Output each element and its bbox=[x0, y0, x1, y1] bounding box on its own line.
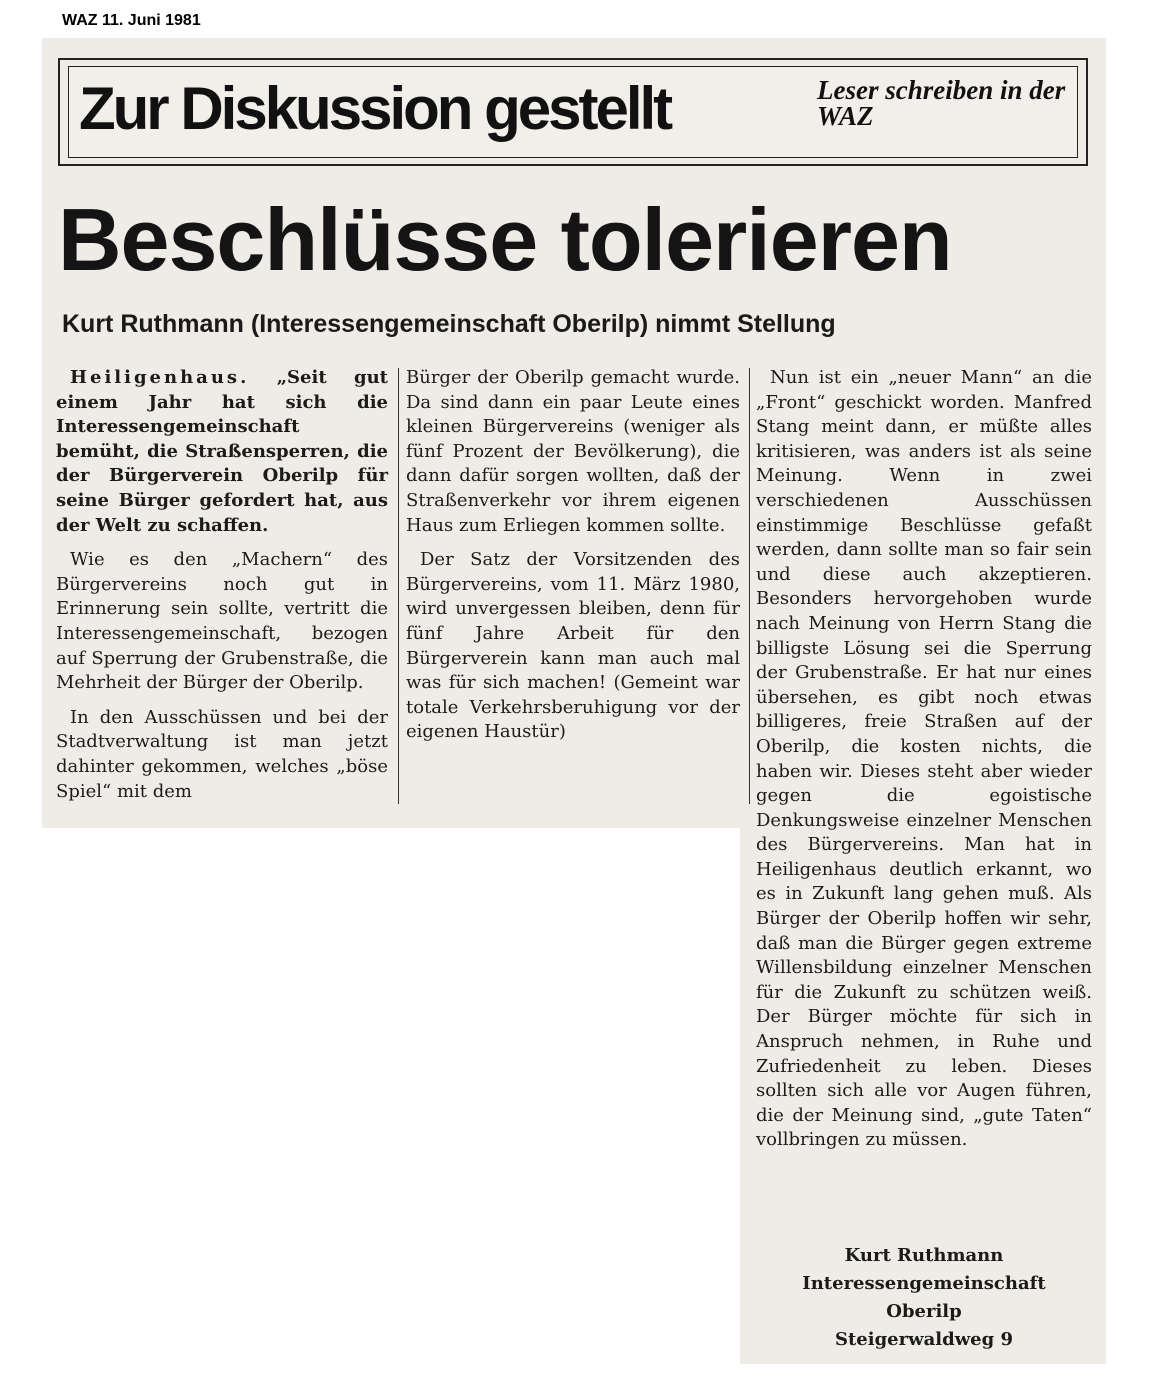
paragraph: Nun ist ein „neuer Mann“ an die „Front“ geschickt worden. Manfred Stang meint dann, er müßte alles kritisieren, was anders ist als seine Meinung. Wenn in zwei verschiedenen Ausschüssen einstimmige Beschlüsse gefaßt werden, dann sollte man so fair sein und diese auch akzeptieren. Besonders hervorgehoben wurde nach Meinung von Herrn Stang die billigste Lösung sei die Sperrung der Grubenstraße. Er hat nur eines übersehen, es gibt noch etwas billigeres, freie Straßen auf der Oberilp, die kosten nichts, die haben wir. Dieses steht aber wieder gegen die egoistische Denkungsweise einzelner Menschen des Bürgervereins. Man hat in Heiligenhaus deutlich erkannt, wo es in Zukunft lang gehen muß. Als Bürger der Oberilp hoffen wir sehr, daß man die Bürger gegen extreme Willensbildung einzelner Menschen für die Zukunft zu schützen weiß. Der Bürger möchte für sich in Anspruch nehmen, in Ruhe und Zufriedenheit zu leben. Dieses sollten sich alle vor Augen führen, die der Meinung sind, „gute Taten“ vollbringen zu müssen. bbox=[756, 367, 1092, 1151]
signature-address: Steigerwaldweg 9 bbox=[834, 1329, 1014, 1350]
lead-paragraph bbox=[56, 366, 388, 538]
rubric-title: Zur Diskussion gestellt bbox=[79, 75, 671, 142]
article-headline: Beschlüsse tolerieren bbox=[58, 190, 952, 289]
column-divider bbox=[749, 368, 750, 804]
article-subheadline: Kurt Ruthmann (Interessengemeinschaft Oberilp) nimmt Stellung bbox=[62, 310, 836, 338]
paragraph: Der Satz der Vorsitzenden des Bürgervereins, vom 11. März 1980, wird unvergessen bleiben, denn für fünf Jahre Arbeit für den Bürgerverein kann man auch mal was für sich machen! (Gemeint war totale Verkehrsberuhigung vor der eigenen Haustür) bbox=[406, 549, 740, 743]
article-column-1 bbox=[56, 366, 388, 804]
lead-text: „Seit gut einem Jahr hat sich die Interessengemeinschaft bemüht, die Straßensperren, die der Bürgerverein Oberilp für seine Bürger gefordert hat, aus der Welt zu schaffen. bbox=[56, 367, 388, 536]
rubric-inner-frame bbox=[68, 66, 1078, 158]
column-divider bbox=[398, 368, 399, 804]
signature-organization: Interessengemeinschaft bbox=[802, 1273, 1046, 1294]
clipping-caption: WAZ 11. Juni 1981 bbox=[62, 12, 201, 29]
paragraph: Bürger der Oberilp gemacht wurde. Da sind dann ein paar Leute eines kleinen Bürgervereins (weniger als fünf Prozent der Bevölkerung), die dann dafür sorgen wollten, daß der Straßenverkehr vor ihrem eigenen Haus zum Erliegen kommen sollte. bbox=[406, 367, 740, 536]
rubric-box bbox=[58, 58, 1088, 166]
signature-name: Kurt Ruthmann bbox=[844, 1245, 1004, 1266]
article-column-2 bbox=[406, 366, 740, 745]
dateline: Heiligenhaus. bbox=[70, 367, 250, 388]
paragraph: Wie es den „Machern“ des Bürgervereins noch gut in Erinnerung sein sollte, vertritt die Interessengemeinschaft, bezogen auf Sperrung der Grubenstraße, die Mehrheit der Bürger der Oberilp. bbox=[56, 549, 388, 694]
author-signature bbox=[756, 1242, 1092, 1354]
signature-place: Oberilp bbox=[886, 1301, 962, 1322]
article-column-3 bbox=[756, 366, 1092, 1153]
paragraph: In den Ausschüssen und bei der Stadtverwaltung ist man jetzt dahinter gekommen, welches „böse Spiel“ mit dem bbox=[56, 706, 388, 802]
rubric-subtitle: Leser schreiben in der WAZ bbox=[817, 75, 1066, 131]
